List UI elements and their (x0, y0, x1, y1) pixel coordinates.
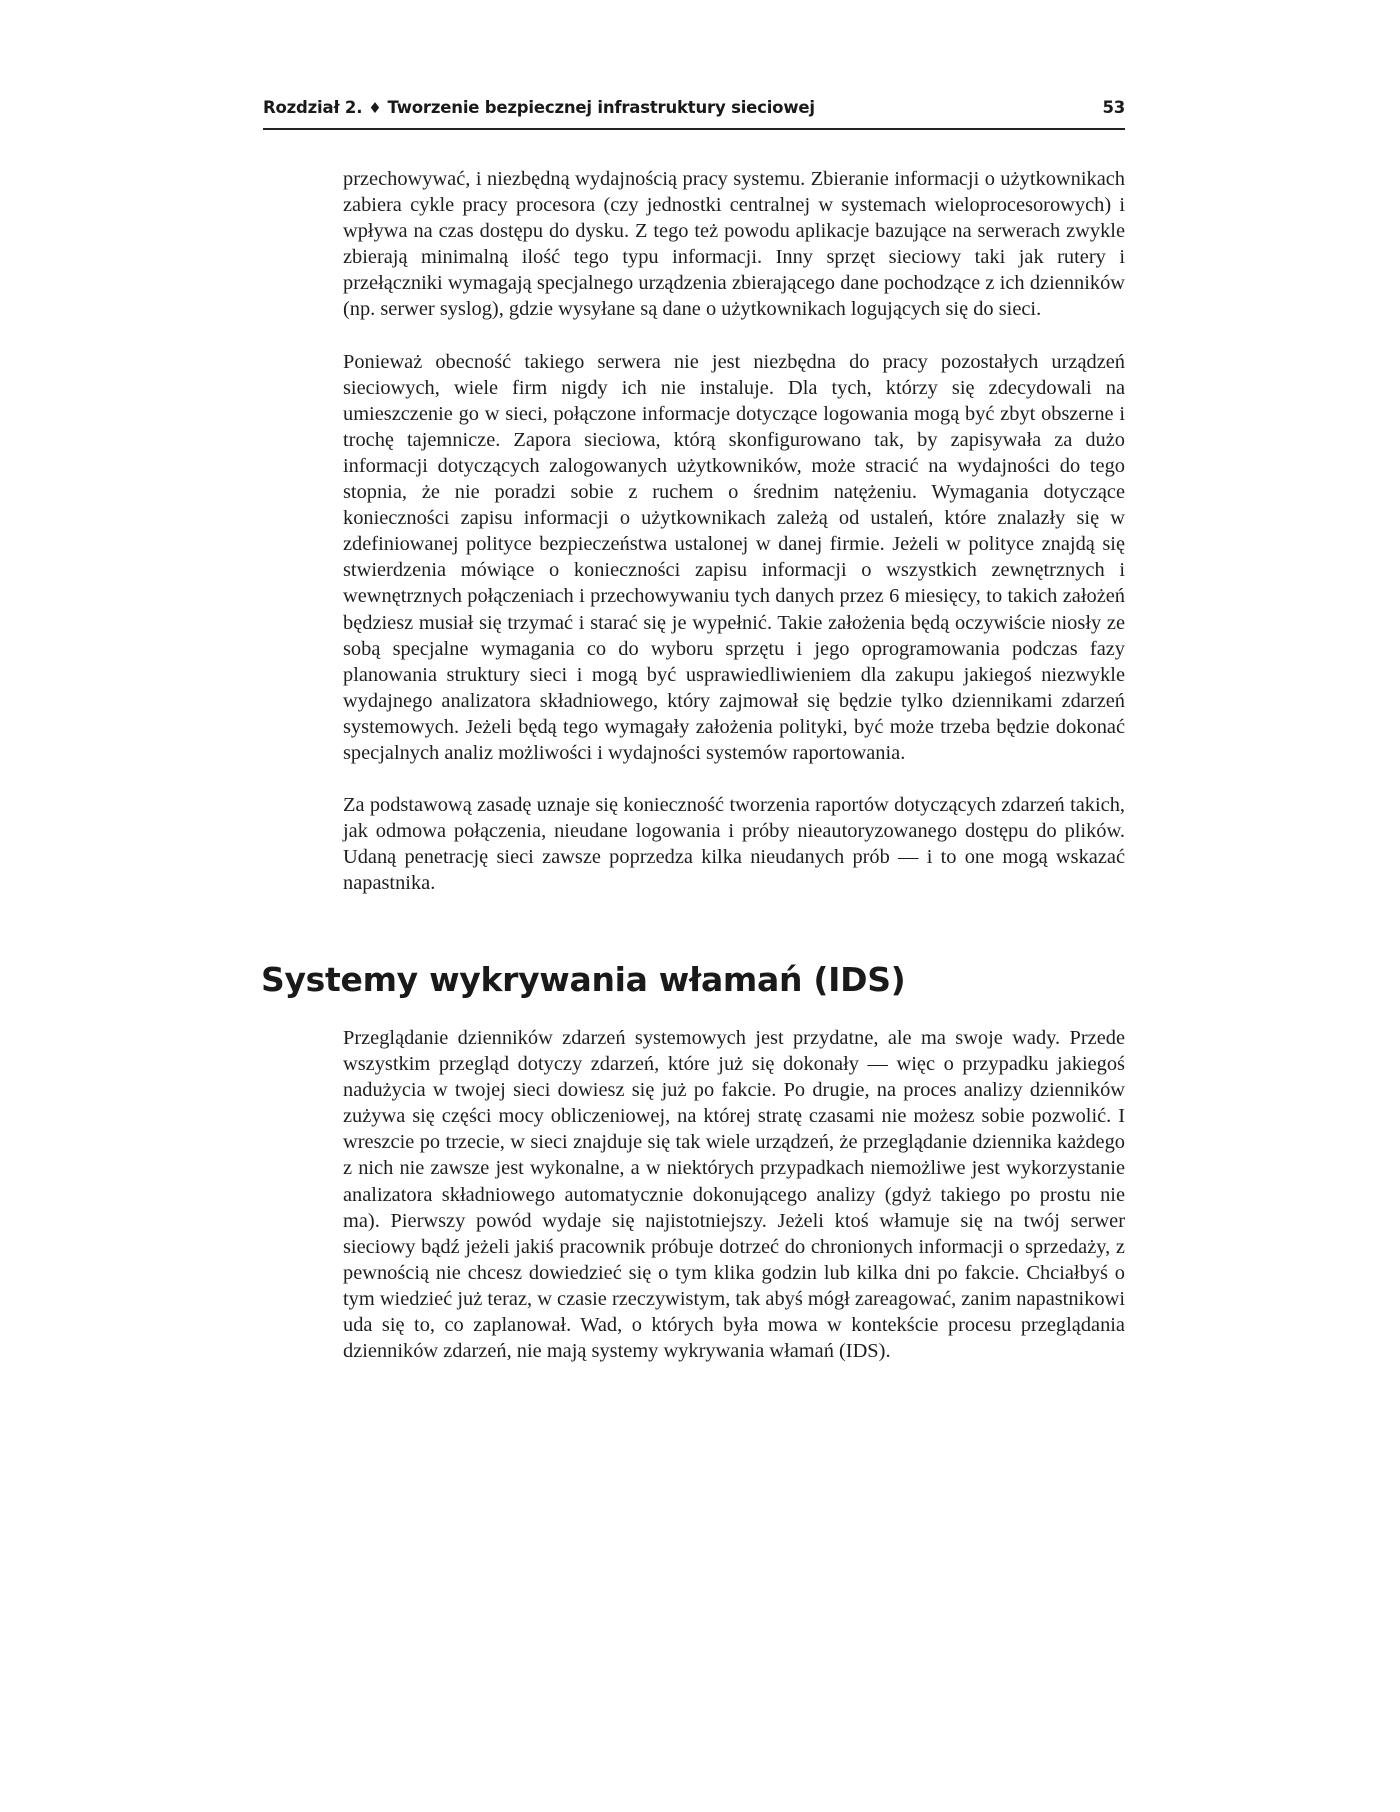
paragraph: Przeglądanie dzienników zdarzeń systemowych jest przydatne, ale ma swoje wady. Przede wszystkim przegląd dotyczy zdarzeń, które już się dokonały — więc o przypadku jakiegoś nadużycia w twojej sieci dowiesz się już po fakcie. Po drugie, na proces analizy dzienników zużywa się części mocy obliczeniowej, na której stratę czasami nie możesz sobie pozwolić. I wreszcie po trzecie, w sieci znajduje się tak wiele urządzeń, że przeglądanie dziennika każdego z nich nie zawsze jest wykonalne, a w niektórych przypadkach niemożliwe jest wykorzystanie analizatora składniowego automatycznie dokonującego analizy (gdyż takiego po prostu nie ma). Pierwszy powód wydaje się najistotniejszy. Jeżeli ktoś włamuje się na twój serwer sieciowy bądź jeżeli jakiś pracownik próbuje dotrzeć do chronionych informacji o sprzedaży, z pewnością nie chcesz dowiedzieć się o tym klika godzin lub kilka dni po fakcie. Chciałbyś o tym wiedzieć już teraz, w czasie rzeczywistym, tak abyś mógł zareagować, zanim napastnikowi uda się to, co zaplanował. Wad, o których była mowa w kontekście procesu przeglądania dzienników zdarzeń, nie mają systemy wykrywania włamań (IDS). (343, 1027, 1125, 1363)
header-chapter-group (263, 98, 815, 117)
paragraph: Za podstawową zasadę uznaje się konieczność tworzenia raportów dotyczących zdarzeń takich, jak odmowa połączenia, nieudane logowania i próby nieautoryzowanego dostępu do plików. Udaną penetrację sieci zawsze poprzedza kilka nieudanych prób — i to one mogą wskazać napastnika. (343, 794, 1125, 895)
body-text-top (343, 166, 1125, 922)
page-number: 53 (1102, 98, 1125, 117)
section-heading: Systemy wykrywania włamań (IDS) (261, 960, 906, 999)
running-header (263, 98, 1125, 130)
chapter-title: Tworzenie bezpiecznej infrastruktury sieciowej (387, 98, 815, 117)
paragraph: Ponieważ obecność takiego serwera nie jest niezbędna do pracy pozostałych urządzeń sieciowych, wiele firm nigdy ich nie instaluje. Dla tych, którzy się zdecydowali na umieszczenie go w sieci, połączone informacje dotyczące logowania mogą być zbyt obszerne i trochę tajemnicze. Zapora sieciowa, którą skonfigurowano tak, by zapisywała za dużo informacji dotyczących zalogowanych użytkowników, może stracić na wydajności do tego stopnia, że nie poradzi sobie z ruchem o średnim natężeniu. Wymagania dotyczące konieczności zapisu informacji o użytkownikach zależą od ustaleń, które znalazły się w zdefiniowanej polityce bezpieczeństwa ustalonej w danej firmie. Jeżeli w polityce znajdą się stwierdzenia mówiące o konieczności zapisu informacji o wszystkich zewnętrznych i wewnętrznych połączeniach i przechowywaniu tych danych przez 6 miesięcy, to takich założeń będziesz musiał się trzymać i starać się je wypełnić. Takie założenia będą oczywiście niosły ze sobą specjalne wymagania co do wyboru sprzętu i jego oprogramowania podczas fazy planowania struktury sieci i mogą być usprawiedliwieniem dla zakupu jakiegoś niezwykle wydajnego analizatora składniowego, który zajmował się będzie tylko dziennikami zdarzeń systemowych. Jeżeli będą tego wymagały założenia polityki, być może trzeba będzie dokonać specjalnych analiz możliwości i wydajności systemów raportowania. (343, 350, 1125, 764)
diamond-separator-icon: ♦ (368, 98, 382, 117)
chapter-label: Rozdział 2. (263, 98, 363, 117)
paragraph: przechowywać, i niezbędną wydajnością pracy systemu. Zbieranie informacji o użytkownikach zabiera cykle pracy procesora (czy jednostki centralnej w systemach wieloprocesorowych) i wpływa na czas dostępu do dysku. Z tego też powodu aplikacje bazujące na serwerach zwykle zbierają minimalną ilość tego typu informacji. Inny sprzęt sieciowy taki jak rutery i przełączniki wymagają specjalnego urządzenia zbierającego dane pochodzące z ich dzienników (np. serwer syslog), gdzie wysyłane są dane o użytkownikach logujących się do sieci. (343, 168, 1125, 321)
body-text-section (343, 1025, 1125, 1390)
